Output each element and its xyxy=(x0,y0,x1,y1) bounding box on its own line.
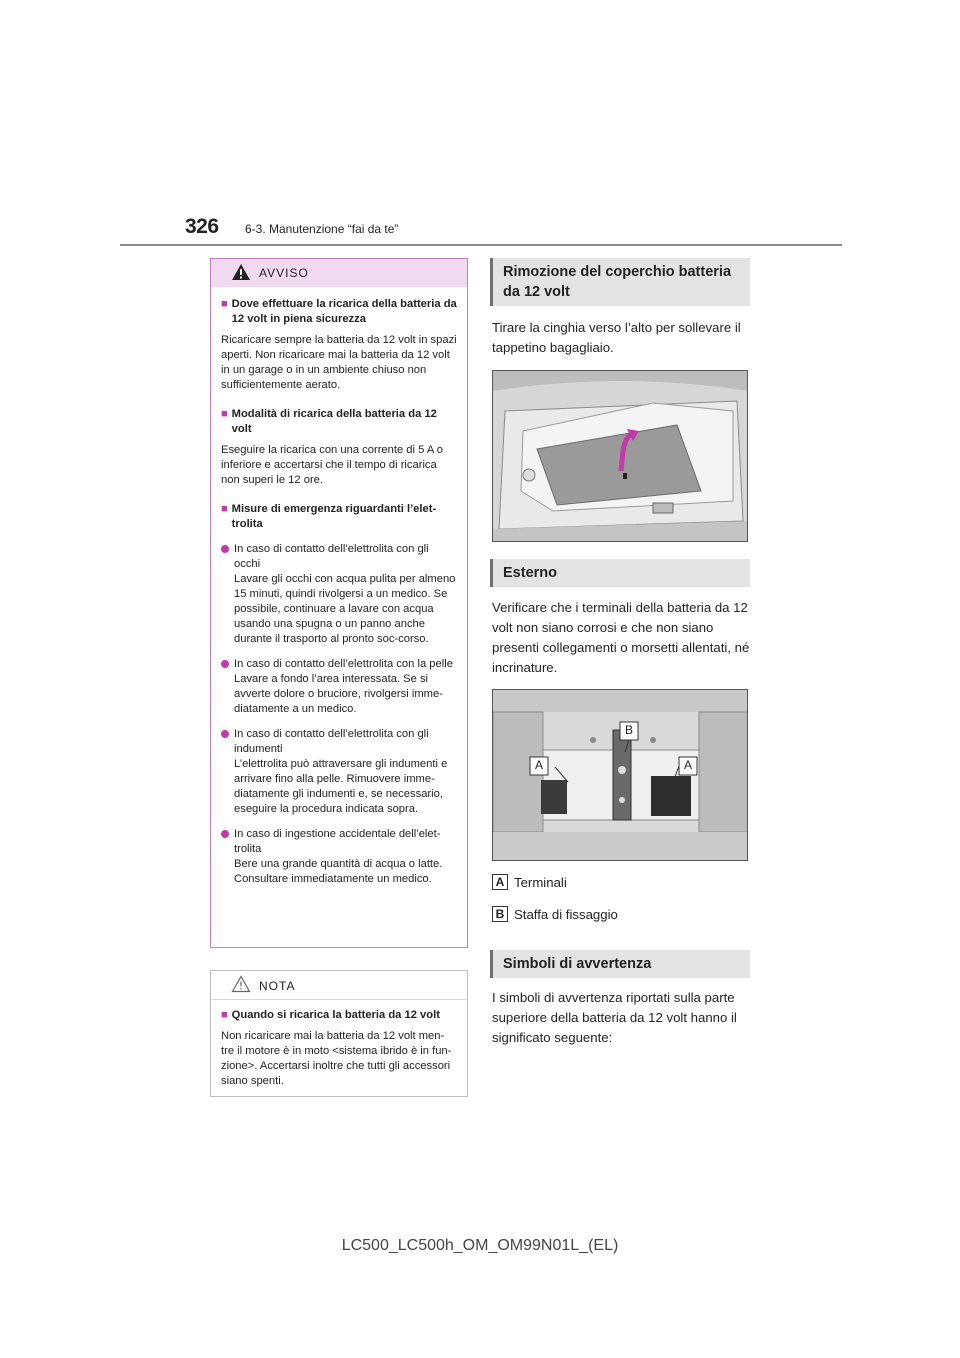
list-item-text: In caso di contatto dell’elettrolita con gli occhi Lavare gli occhi con acqua pulita per almeno 15 minuti, quindi rivolgersi a un medico. Se possibile, continuare a lavare con acqua usando una spugna o un panno anche durante il trasporto al pronto soc-corso. xyxy=(234,543,456,645)
callout-b: B xyxy=(625,723,634,737)
square-bullet-icon: ■ xyxy=(221,408,228,420)
paragraph-warning-symbols: I simboli di avvertenza riportati sulla parte superiore della batteria da 12 volt hanno il significato seguente: xyxy=(492,990,737,1045)
legend-terminals xyxy=(492,874,567,890)
square-bullet-icon: ■ xyxy=(221,1009,228,1021)
warning-paragraph: Eseguire la ricarica con una corrente di 5 A o inferiore e accertarsi che il tempo di ricarica non superi le 12 ore. xyxy=(221,444,444,486)
paragraph-lift-mat: Tirare la cinghia verso l’alto per sollevare il tappetino bagagliaio. xyxy=(492,320,741,355)
warning-header xyxy=(211,259,467,287)
nota-paragraph: Non ricaricare mai la batteria da 12 volt men-tre il motore è in moto <sistema ibrido è in fun-zione>. Accertarsi inoltre che tutti gli accessori siano spenti. xyxy=(221,1030,452,1087)
square-bullet-icon: ■ xyxy=(221,298,228,310)
legend-key-a: A xyxy=(492,874,508,890)
round-bullet-icon xyxy=(221,830,229,838)
warning-subtitle-charge-mode xyxy=(221,407,457,437)
warning-title: AVVISO xyxy=(259,266,309,280)
legend-text-terminals: Terminali xyxy=(514,874,567,890)
battery-illustration xyxy=(492,689,748,861)
section-header: 6-3. Manutenzione “fai da te” xyxy=(245,222,399,236)
list-item-text: In caso di ingestione accidentale dell’elet-trolita Bere una grande quantità di acqua o latte. Consultare immediatamente un medico. xyxy=(234,828,443,885)
nota-box xyxy=(210,970,468,1097)
nota-header xyxy=(211,971,467,1000)
nota-title: NOTA xyxy=(259,979,296,993)
warning-subtitle-text: Dove effettuare la ricarica della batteria da 12 volt in piena sicurezza xyxy=(231,298,457,325)
callout-a-right: A xyxy=(684,758,693,772)
list-item-text: In caso di contatto dell’elettrolita con la pelle Lavare a fondo l’area interessata. Se si avverte dolore o bruciore, rivolgersi imme-diatamente a un medico. xyxy=(234,658,453,715)
trunk-image xyxy=(493,371,748,542)
nota-subtitle xyxy=(221,1008,457,1023)
list-item xyxy=(221,827,457,887)
list-item xyxy=(221,542,457,647)
round-bullet-icon xyxy=(221,545,229,553)
legend-bracket xyxy=(492,906,618,922)
heading-warning-symbols: Simboli di avvertenza xyxy=(490,950,750,978)
nota-body xyxy=(211,1000,467,1093)
list-item xyxy=(221,657,457,717)
legend-text-bracket: Staffa di fissaggio xyxy=(514,906,618,922)
warning-subtitle-emergency xyxy=(221,502,457,532)
warning-paragraph: Ricaricare sempre la batteria da 12 volt in spazi aperti. Non ricaricare mai la batteria da 12 volt in un garage o in un ambiente chiuso non sufficientemente aerato. xyxy=(221,334,457,391)
warning-subtitle-charge-location xyxy=(221,297,457,327)
callout-a-left: A xyxy=(535,758,544,772)
warning-body xyxy=(211,287,467,887)
header-rule xyxy=(120,244,842,246)
warning-subtitle-text: Modalità di ricarica della batteria da 12 volt xyxy=(231,408,437,435)
page-number: 326 xyxy=(185,215,219,238)
caution-triangle-icon xyxy=(231,975,251,993)
paragraph-check-terminals: Verificare che i terminali della batteria da 12 volt non siano corrosi e che non siano presenti collegamenti o morsetti allentati, né incrinature. xyxy=(492,600,750,675)
heading-exterior: Esterno xyxy=(490,559,750,587)
legend-key-b: B xyxy=(492,906,508,922)
footer-code: LC500_LC500h_OM_OM99N01L_(EL) xyxy=(341,1237,619,1254)
round-bullet-icon xyxy=(221,660,229,668)
luggage-mat-illustration xyxy=(492,370,748,542)
heading-cover-removal: Rimozione del coperchio batteria da 12 volt xyxy=(490,258,750,306)
warning-subtitle-text: Misure di emergenza riguardanti l’elet-trolita xyxy=(231,503,437,530)
list-item-text: In caso di contatto dell’elettrolita con gli indumenti L’elettrolita può attraversare gli indumenti e arrivare fino alla pelle. Rimuovere imme-diatamente gli indumenti e, se necessario, eseguire la procedura indicata sopra. xyxy=(234,728,448,815)
square-bullet-icon: ■ xyxy=(221,503,228,515)
warning-box xyxy=(210,258,468,948)
round-bullet-icon xyxy=(221,730,229,738)
nota-subtitle-text: Quando si ricarica la batteria da 12 volt xyxy=(231,1009,440,1021)
warning-triangle-icon xyxy=(231,263,251,281)
battery-image xyxy=(493,690,748,861)
list-item xyxy=(221,727,457,817)
